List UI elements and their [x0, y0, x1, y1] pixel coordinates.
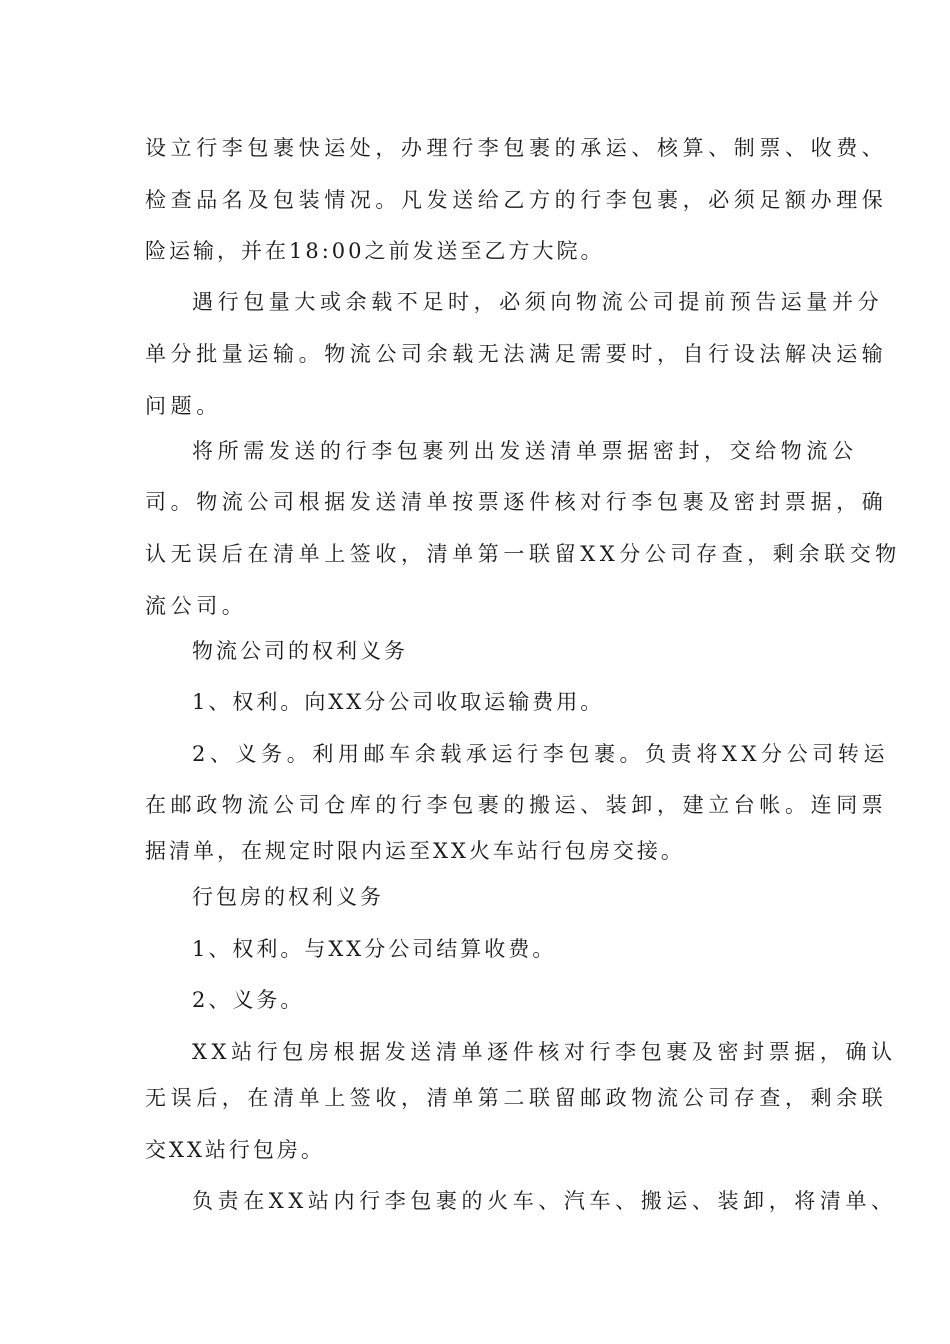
body-text-line: 险运输，并在18:00之前发送至乙方大院。: [145, 239, 605, 263]
list-item: 1、权利。向XX分公司收取运输费用。: [192, 690, 605, 714]
body-text-line: 在邮政物流公司仓库的行李包裹的搬运、装卸，建立台帐。连同票: [145, 793, 888, 817]
body-text-line: 司。物流公司根据发送清单按票逐件核对行李包裹及密封票据，确: [145, 490, 888, 514]
paragraph-first-line: 遇行包量大或余载不足时，必须向物流公司提前预告运量并分: [192, 290, 884, 314]
list-item: 2、义务。: [192, 988, 305, 1012]
body-text-line: 据清单，在规定时限内运至XX火车站行包房交接。: [145, 839, 685, 863]
body-text-line: 设立行李包裹快运处，办理行李包裹的承运、核算、制票、收费、: [145, 136, 888, 160]
paragraph-first-line: 将所需发送的行李包裹列出发送清单票据密封，交给物流公: [192, 439, 858, 463]
paragraph-first-line: 负责在XX站内行李包裹的火车、汽车、搬运、装卸，将清单、: [192, 1189, 897, 1213]
body-text-line: 交XX站行包房。: [145, 1138, 325, 1162]
body-text-line: 问题。: [145, 394, 222, 418]
body-text-line: 认无误后在清单上签收，清单第一联留XX分公司存查，剩余联交物: [145, 542, 901, 566]
body-text-line: 无误后，在清单上签收，清单第二联留邮政物流公司存查，剩余联: [145, 1086, 888, 1110]
section-heading: 物流公司的权利义务: [192, 639, 408, 663]
body-text-line: 检查品名及包装情况。凡发送给乙方的行李包裹，必须足额办理保: [145, 188, 888, 212]
section-heading: 行包房的权利义务: [192, 885, 384, 909]
paragraph-first-line: XX站行包房根据发送清单逐件核对行李包裹及密封票据，确认: [192, 1040, 897, 1064]
list-item: 1、权利。与XX分公司结算收费。: [192, 937, 557, 961]
body-text-line: 流公司。: [145, 594, 248, 618]
body-text-line: 单分批量运输。物流公司余载无法满足需要时，自行设法解决运输: [145, 342, 888, 366]
list-item: 2、义务。利用邮车余载承运行李包裹。负责将XX分公司转运: [192, 742, 890, 766]
